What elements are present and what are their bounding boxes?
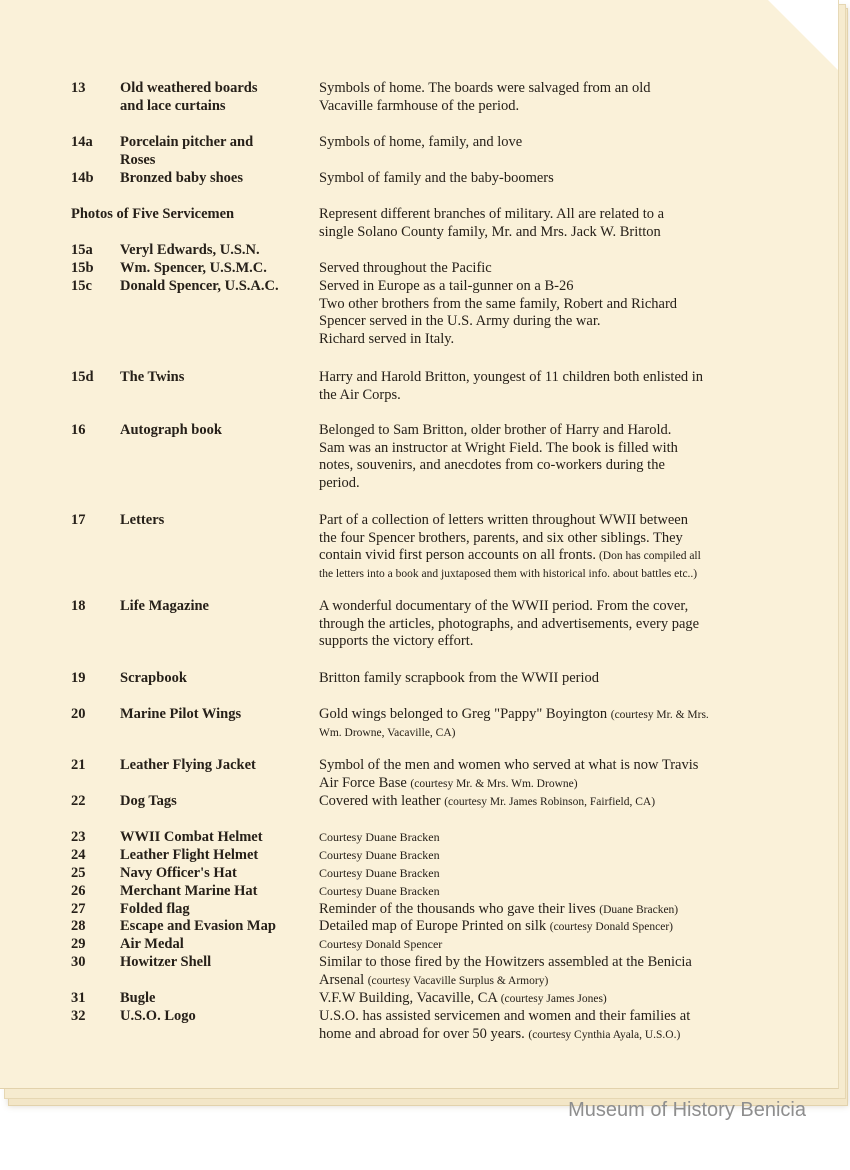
entry-item: Veryl Edwards, U.S.N. <box>120 242 260 258</box>
entry-item: Howitzer Shell <box>120 954 212 970</box>
entry-item: Escape and Evasion Map <box>120 918 276 934</box>
entry-description: Courtesy Donald Spencer <box>319 937 443 951</box>
entry-number: 14b <box>71 170 94 186</box>
entry-description: Courtesy Duane Bracken <box>319 884 440 898</box>
entry-description: Similar to those fired by the Howitzers assembled at the Benicia Arsenal (courtesy Vacaville Surplus & Armory) <box>319 954 692 988</box>
entry-description: Britton family scrapbook from the WWII period <box>319 670 599 686</box>
entry-item: Donald Spencer, U.S.A.C. <box>120 278 279 294</box>
entry-number: 24 <box>71 847 86 863</box>
entry-description: Courtesy Duane Bracken <box>319 866 440 880</box>
entry-number: 13 <box>71 80 86 96</box>
entry-item: U.S.O. Logo <box>120 1008 196 1024</box>
entry-description: U.S.O. has assisted servicemen and women and their families at home and abroad for over 50 years. (courtesy Cynthia Ayala, U.S.O.) <box>319 1008 691 1042</box>
entry-number: 30 <box>71 954 86 970</box>
entry-description: A wonderful documentary of the WWII period. From the cover, through the articles, photographs, and advertisements, every page supports the victory effort. <box>319 598 700 650</box>
entry-item: Old weathered boards and lace curtains <box>120 80 258 114</box>
entry-description: Covered with leather (courtesy Mr. James Robinson, Fairfield, CA) <box>319 793 656 809</box>
entry-number: 16 <box>71 422 86 438</box>
entry-number: 21 <box>71 757 86 773</box>
entry-item: Air Medal <box>120 936 184 952</box>
entry-item: Life Magazine <box>120 598 209 614</box>
entry-number: 15c <box>71 278 92 294</box>
entry-description: Represent different branches of military. All are related to a single Solano County family, Mr. and Mrs. Jack W. Britton <box>319 206 665 240</box>
entry-description: Harry and Harold Britton, youngest of 11 children both enlisted in the Air Corps. <box>319 369 704 403</box>
entry-item: Navy Officer's Hat <box>120 865 237 881</box>
entry-item: Photos of Five Servicemen <box>71 206 235 222</box>
entry-item: Merchant Marine Hat <box>120 883 258 899</box>
entry-number: 23 <box>71 829 86 845</box>
entry-number: 15a <box>71 242 93 258</box>
entry-description: Served in Europe as a tail-gunner on a B-26 Two other brothers from the same family, Robert and Richard Spencer served in the U.S. Army during the war. Richard served in Italy. <box>319 278 678 347</box>
entry-item: Leather Flying Jacket <box>120 757 256 773</box>
entry-item: Bronzed baby shoes <box>120 170 244 186</box>
entry-number: 29 <box>71 936 86 952</box>
entry-number: 15b <box>71 260 94 276</box>
entry-number: 14a <box>71 134 93 150</box>
entry-number: 27 <box>71 901 86 917</box>
entry-item: Letters <box>120 512 165 528</box>
entry-number: 18 <box>71 598 86 614</box>
entry-description: Symbol of the men and women who served at what is now Travis Air Force Base (courtesy Mr. & Mrs. Wm. Drowne) <box>319 757 699 791</box>
entry-number: 26 <box>71 883 86 899</box>
folded-corner <box>768 0 838 70</box>
entry-item: Autograph book <box>120 422 222 438</box>
entry-item: Porcelain pitcher and Roses <box>120 134 254 168</box>
entry-item: WWII Combat Helmet <box>120 829 263 845</box>
entry-description: Gold wings belonged to Greg "Pappy" Boyington (courtesy Mr. & Mrs. Wm. Drowne, Vacaville, CA) <box>319 706 709 739</box>
museum-watermark: Museum of History Benicia <box>568 1099 806 1121</box>
entry-number: 25 <box>71 865 86 881</box>
entry-number: 28 <box>71 918 86 934</box>
entry-item: Folded flag <box>120 901 190 917</box>
entry-description: Detailed map of Europe Printed on silk (courtesy Donald Spencer) <box>319 918 674 934</box>
entry-description: Part of a collection of letters written throughout WWII between the four Spencer brothers, parents, and six other siblings. They contain vivid first person accounts on all fronts. (Don has compiled all the letters into a book and juxtaposed them with historical info. about battles etc..) <box>319 512 701 580</box>
entry-item: The Twins <box>120 369 185 385</box>
entry-description: Served throughout the Pacific <box>319 260 492 276</box>
entry-number: 15d <box>71 369 94 385</box>
entry-description: Symbols of home, family, and love <box>319 134 523 150</box>
entry-number: 17 <box>71 512 86 528</box>
entry-number: 22 <box>71 793 86 809</box>
entry-item: Dog Tags <box>120 793 177 809</box>
entry-number: 20 <box>71 706 86 722</box>
entry-number: 19 <box>71 670 86 686</box>
entry-description: Courtesy Duane Bracken <box>319 848 440 862</box>
entry-number: 32 <box>71 1008 86 1024</box>
entry-item: Bugle <box>120 990 156 1006</box>
entry-description: Belonged to Sam Britton, older brother of Harry and Harold. Sam was an instructor at Wright Field. The book is filled with notes, souvenirs, and anecdotes from co-workers during the period. <box>319 422 678 491</box>
entry-description: Symbol of family and the baby-boomers <box>319 170 554 186</box>
entry-description: V.F.W Building, Vacaville, CA (courtesy James Jones) <box>319 990 607 1006</box>
entry-item: Wm. Spencer, U.S.M.C. <box>120 260 267 276</box>
entry-item: Leather Flight Helmet <box>120 847 259 863</box>
entry-description: Reminder of the thousands who gave their lives (Duane Bracken) <box>319 901 679 917</box>
entry-item: Scrapbook <box>120 670 187 686</box>
entry-number: 31 <box>71 990 86 1006</box>
entry-item: Marine Pilot Wings <box>120 706 242 722</box>
entry-description: Courtesy Duane Bracken <box>319 830 440 844</box>
entry-description: Symbols of home. The boards were salvaged from an old Vacaville farmhouse of the period. <box>319 80 651 114</box>
